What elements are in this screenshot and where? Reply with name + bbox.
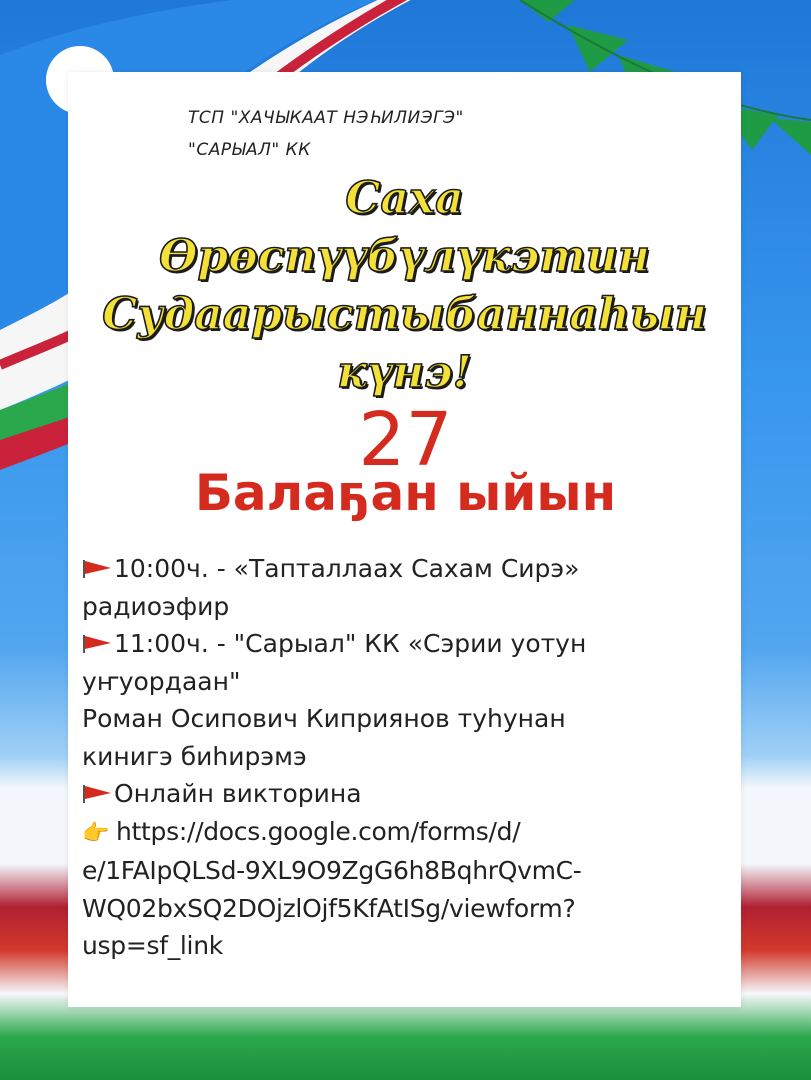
pointing-hand-icon: 👉: [82, 820, 110, 846]
date-day: 27: [358, 397, 453, 483]
headline-line-1: Саха: [345, 173, 464, 224]
red-flag-icon: [82, 635, 112, 653]
quiz-link-line-3[interactable]: WQ02bxSQ2DOjzlOjf5KfAtISg/viewform?: [82, 893, 576, 923]
program-item-2: [82, 625, 732, 663]
red-flag-icon: [82, 785, 112, 803]
program-item-1-cont: радиоэфир: [82, 591, 230, 621]
quiz-link-line-1[interactable]: [82, 813, 732, 853]
date-month: Балаҕан ыйын: [194, 464, 617, 522]
quiz-link-text-1[interactable]: https://docs.google.com/forms/d/: [116, 816, 521, 846]
red-flag-icon: [82, 560, 112, 578]
quiz-link-line-4[interactable]: usp=sf_link: [82, 931, 223, 960]
headline-line-4: күнэ!: [337, 347, 472, 398]
program-list: [82, 550, 732, 965]
quiz-link-line-2[interactable]: e/1FAIpQLSd-9XL9O9ZgG6h8BqhrQvmC-: [82, 856, 582, 885]
program-item-2-text: 11:00ч. - "Сарыал" КК «Сэрии уотун: [114, 629, 587, 658]
program-item-2-cont-2: Роман Осипович Киприянов туһунан: [82, 704, 566, 733]
headline-line-3: Судаарыстыбаннаһын: [102, 289, 707, 340]
program-item-1-text: 10:00ч. - «Тапталлаах Сахам Сирэ»: [114, 554, 580, 583]
program-item-2-cont-3: кинигэ биһирэмэ: [82, 741, 307, 771]
headline: [68, 170, 741, 402]
program-item-3-text: Онлайн викторина: [114, 779, 362, 808]
organizer-line-2: "САРЫАЛ" КК: [188, 140, 311, 160]
program-item-1: [82, 550, 732, 588]
organizer-line-1: ТСП "ХАЧЫКААТ НЭҺИЛИЭГЭ": [188, 108, 464, 128]
program-item-3: [82, 775, 732, 813]
headline-line-2: Өрөспүүбүлүкэтин: [159, 231, 650, 282]
organizer-block: [188, 102, 608, 166]
program-item-2-cont-1: уҥуордаан": [82, 666, 241, 696]
